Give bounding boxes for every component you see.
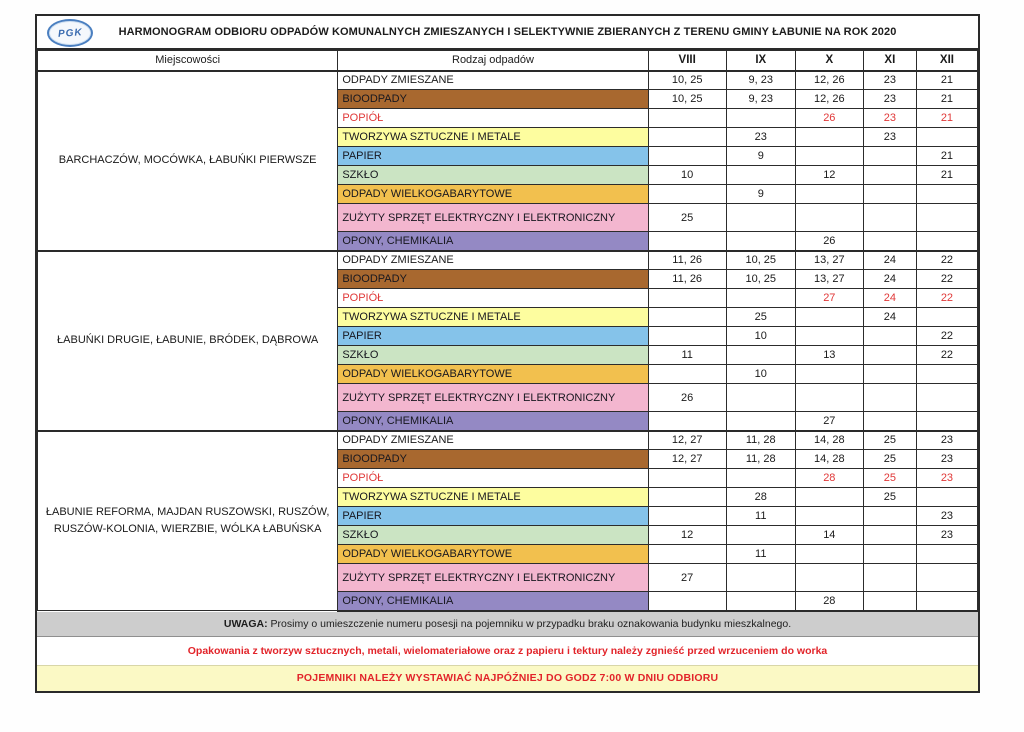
schedule-date-cell: 11: [726, 545, 795, 564]
waste-type-label: ODPADY WIELKOGABARYTOWE: [338, 365, 648, 384]
schedule-date-cell: 9, 23: [726, 90, 795, 109]
schedule-date-cell: 13, 27: [795, 270, 863, 289]
schedule-date-cell: [863, 384, 916, 412]
schedule-date-cell: 25: [863, 469, 916, 488]
schedule-date-cell: 22: [916, 270, 977, 289]
schedule-date-cell: [648, 289, 726, 308]
waste-type-label: TWORZYWA SZTUCZNE I METALE: [338, 488, 648, 507]
schedule-date-cell: 12, 27: [648, 431, 726, 450]
schedule-date-cell: [648, 545, 726, 564]
schedule-date-cell: 10: [726, 365, 795, 384]
schedule-date-cell: [795, 147, 863, 166]
waste-type-label: PAPIER: [338, 327, 648, 346]
schedule-date-cell: [863, 204, 916, 232]
waste-type-label: BIOODPADY: [338, 90, 648, 109]
waste-type-label: SZKŁO: [338, 346, 648, 365]
schedule-date-cell: [795, 128, 863, 147]
schedule-date-cell: 10: [726, 327, 795, 346]
schedule-date-cell: 23: [726, 128, 795, 147]
schedule-document: [35, 14, 980, 693]
schedule-date-cell: [726, 564, 795, 592]
schedule-date-cell: 23: [916, 469, 977, 488]
schedule-date-cell: [648, 592, 726, 611]
schedule-date-cell: 24: [863, 289, 916, 308]
waste-type-label: PAPIER: [338, 147, 648, 166]
schedule-date-cell: 14, 28: [795, 431, 863, 450]
waste-type-label: PAPIER: [338, 507, 648, 526]
schedule-date-cell: 27: [795, 289, 863, 308]
schedule-date-cell: 14: [795, 526, 863, 545]
schedule-date-cell: [795, 204, 863, 232]
schedule-date-cell: [863, 185, 916, 204]
schedule-date-cell: 11: [648, 346, 726, 365]
schedule-date-cell: [726, 346, 795, 365]
schedule-date-cell: 24: [863, 270, 916, 289]
schedule-date-cell: [648, 488, 726, 507]
waste-type-label: TWORZYWA SZTUCZNE I METALE: [338, 308, 648, 327]
schedule-date-cell: 22: [916, 327, 977, 346]
schedule-date-cell: 26: [795, 232, 863, 251]
schedule-date-cell: 12: [795, 166, 863, 185]
waste-type-label: OPONY, CHEMIKALIA: [338, 592, 648, 611]
waste-type-label: ODPADY ZMIESZANE: [338, 431, 648, 450]
column-header-waste-type: Rodzaj odpadów: [338, 51, 648, 71]
schedule-date-cell: [863, 365, 916, 384]
schedule-date-cell: [648, 128, 726, 147]
note-crush-packaging: Opakowania z tworzyw sztucznych, metali, wielomateriałowe oraz z papieru i tektury należy zgnieść przed wrzuceniem do worka: [37, 637, 978, 665]
schedule-date-cell: 23: [863, 109, 916, 128]
schedule-date-cell: 9, 23: [726, 71, 795, 90]
schedule-date-cell: [726, 204, 795, 232]
schedule-date-cell: [795, 507, 863, 526]
note-put-out-time: POJEMNIKI NALEŻY WYSTAWIAĆ NAJPÓŹNIEJ DO GODZ 7:00 W DNIU ODBIORU: [37, 665, 978, 691]
schedule-date-cell: 25: [863, 488, 916, 507]
schedule-date-cell: 21: [916, 166, 977, 185]
schedule-date-cell: [916, 185, 977, 204]
schedule-date-cell: 23: [916, 507, 977, 526]
schedule-date-cell: 21: [916, 147, 977, 166]
waste-type-label: ODPADY ZMIESZANE: [338, 251, 648, 270]
waste-type-label: SZKŁO: [338, 526, 648, 545]
schedule-date-cell: [726, 232, 795, 251]
waste-type-label: ODPADY WIELKOGABARYTOWE: [338, 545, 648, 564]
note-property-number-text: Prosimy o umieszczenie numeru posesji na pojemniku w przypadku braku oznakowania budynku mieszkalnego.: [270, 617, 792, 630]
schedule-date-cell: 23: [916, 431, 977, 450]
waste-type-label: SZKŁO: [338, 166, 648, 185]
waste-type-label: ODPADY WIELKOGABARYTOWE: [338, 185, 648, 204]
schedule-date-cell: 23: [916, 526, 977, 545]
schedule-date-cell: 21: [916, 90, 977, 109]
schedule-date-cell: 14, 28: [795, 450, 863, 469]
schedule-date-cell: [916, 365, 977, 384]
schedule-date-cell: [726, 526, 795, 545]
column-header-row: [38, 51, 978, 71]
schedule-date-cell: [795, 185, 863, 204]
schedule-date-cell: [648, 147, 726, 166]
note-property-number: [37, 612, 978, 637]
schedule-row: [38, 431, 978, 450]
schedule-date-cell: [863, 592, 916, 611]
schedule-date-cell: [863, 147, 916, 166]
schedule-date-cell: [863, 545, 916, 564]
schedule-date-cell: [648, 507, 726, 526]
waste-type-label: POPIÓŁ: [338, 109, 648, 128]
schedule-date-cell: 28: [795, 469, 863, 488]
locality-cell: ŁABUNIE REFORMA, MAJDAN RUSZOWSKI, RUSZÓW, RUSZÓW-KOLONIA, WIERZBIE, WÓLKA ŁABUŃSKA: [38, 431, 338, 611]
schedule-date-cell: 9: [726, 185, 795, 204]
schedule-date-cell: 25: [726, 308, 795, 327]
schedule-date-cell: [795, 488, 863, 507]
schedule-date-cell: 24: [863, 251, 916, 270]
schedule-date-cell: [648, 327, 726, 346]
schedule-date-cell: 22: [916, 289, 977, 308]
schedule-date-cell: [726, 289, 795, 308]
schedule-date-cell: [648, 469, 726, 488]
schedule-date-cell: 10, 25: [648, 90, 726, 109]
schedule-date-cell: 26: [648, 384, 726, 412]
column-header-month-xii: XII: [916, 51, 977, 71]
schedule-date-cell: 28: [726, 488, 795, 507]
schedule-date-cell: [863, 564, 916, 592]
schedule-date-cell: [916, 308, 977, 327]
column-header-month-ix: IX: [726, 51, 795, 71]
schedule-date-cell: 13: [795, 346, 863, 365]
schedule-date-cell: 21: [916, 71, 977, 90]
schedule-date-cell: [916, 128, 977, 147]
schedule-date-cell: 10, 25: [726, 270, 795, 289]
schedule-date-cell: 11: [726, 507, 795, 526]
schedule-date-cell: [863, 346, 916, 365]
schedule-date-cell: [795, 327, 863, 346]
waste-type-label: BIOODPADY: [338, 450, 648, 469]
schedule-row: [38, 71, 978, 90]
schedule-date-cell: [648, 412, 726, 431]
note-property-number-label: UWAGA:: [223, 617, 268, 630]
schedule-date-cell: [648, 109, 726, 128]
schedule-date-cell: [726, 469, 795, 488]
column-header-month-xi: XI: [863, 51, 916, 71]
waste-type-label: POPIÓŁ: [338, 469, 648, 488]
schedule-date-cell: 10, 25: [726, 251, 795, 270]
waste-type-label: TWORZYWA SZTUCZNE I METALE: [338, 128, 648, 147]
schedule-date-cell: [916, 204, 977, 232]
document-header: [37, 16, 978, 50]
schedule-date-cell: [863, 526, 916, 545]
waste-type-label: ZUŻYTY SPRZĘT ELEKTRYCZNY I ELEKTRONICZNY: [338, 564, 648, 592]
waste-type-label: OPONY, CHEMIKALIA: [338, 412, 648, 431]
schedule-date-cell: 27: [648, 564, 726, 592]
schedule-date-cell: 21: [916, 109, 977, 128]
waste-type-label: ZUŻYTY SPRZĘT ELEKTRYCZNY I ELEKTRONICZNY: [338, 204, 648, 232]
waste-type-label: ZUŻYTY SPRZĘT ELEKTRYCZNY I ELEKTRONICZNY: [338, 384, 648, 412]
schedule-date-cell: 23: [916, 450, 977, 469]
schedule-date-cell: 22: [916, 251, 977, 270]
schedule-date-cell: [863, 412, 916, 431]
schedule-table: [37, 50, 978, 612]
document-title: HARMONOGRAM ODBIORU ODPADÓW KOMUNALNYCH ZMIESZANYCH I SELEKTYWNIE ZBIERANYCH Z TERENU GMINY ŁABUNIE NA ROK 2020: [118, 26, 897, 38]
schedule-date-cell: [916, 592, 977, 611]
schedule-date-cell: 11, 26: [648, 251, 726, 270]
pgk-logo-text: PGK: [57, 26, 83, 40]
schedule-date-cell: [648, 232, 726, 251]
schedule-date-cell: 9: [726, 147, 795, 166]
schedule-date-cell: 11, 28: [726, 450, 795, 469]
schedule-date-cell: [863, 232, 916, 251]
schedule-date-cell: [916, 564, 977, 592]
schedule-date-cell: 11, 26: [648, 270, 726, 289]
schedule-date-cell: 12, 26: [795, 71, 863, 90]
schedule-date-cell: 24: [863, 308, 916, 327]
schedule-date-cell: 28: [795, 592, 863, 611]
schedule-date-cell: 11, 28: [726, 431, 795, 450]
schedule-date-cell: [863, 507, 916, 526]
schedule-date-cell: 23: [863, 128, 916, 147]
column-header-month-viii: VIII: [648, 51, 726, 71]
schedule-date-cell: [726, 384, 795, 412]
schedule-date-cell: [863, 327, 916, 346]
schedule-date-cell: [726, 166, 795, 185]
schedule-date-cell: [795, 365, 863, 384]
locality-cell: ŁABUŃKI DRUGIE, ŁABUNIE, BRÓDEK, DĄBROWA: [38, 251, 338, 431]
schedule-date-cell: [863, 166, 916, 185]
waste-type-label: OPONY, CHEMIKALIA: [338, 232, 648, 251]
schedule-date-cell: [648, 185, 726, 204]
schedule-date-cell: 13, 27: [795, 251, 863, 270]
locality-cell: BARCHACZÓW, MOCÓWKA, ŁABUŃKI PIERWSZE: [38, 71, 338, 251]
schedule-date-cell: 12, 27: [648, 450, 726, 469]
schedule-date-cell: [648, 308, 726, 327]
schedule-date-cell: [795, 545, 863, 564]
schedule-date-cell: 22: [916, 346, 977, 365]
pgk-logo: [47, 19, 93, 47]
schedule-date-cell: [916, 384, 977, 412]
column-header-month-x: X: [795, 51, 863, 71]
schedule-date-cell: [726, 592, 795, 611]
schedule-date-cell: 23: [863, 90, 916, 109]
schedule-date-cell: [648, 365, 726, 384]
schedule-date-cell: 12: [648, 526, 726, 545]
schedule-date-cell: [916, 488, 977, 507]
schedule-date-cell: 10, 25: [648, 71, 726, 90]
schedule-date-cell: 25: [863, 450, 916, 469]
schedule-date-cell: 10: [648, 166, 726, 185]
waste-type-label: POPIÓŁ: [338, 289, 648, 308]
schedule-date-cell: [726, 109, 795, 128]
schedule-date-cell: 23: [863, 71, 916, 90]
waste-type-label: BIOODPADY: [338, 270, 648, 289]
schedule-date-cell: [726, 412, 795, 431]
schedule-date-cell: 12, 26: [795, 90, 863, 109]
schedule-date-cell: [916, 545, 977, 564]
schedule-date-cell: 25: [863, 431, 916, 450]
schedule-date-cell: [795, 384, 863, 412]
schedule-date-cell: 25: [648, 204, 726, 232]
schedule-date-cell: [795, 564, 863, 592]
schedule-date-cell: [916, 232, 977, 251]
schedule-date-cell: [916, 412, 977, 431]
schedule-date-cell: 26: [795, 109, 863, 128]
column-header-localities: Miejscowości: [38, 51, 338, 71]
schedule-date-cell: [795, 308, 863, 327]
schedule-date-cell: 27: [795, 412, 863, 431]
schedule-row: [38, 251, 978, 270]
waste-type-label: ODPADY ZMIESZANE: [338, 71, 648, 90]
